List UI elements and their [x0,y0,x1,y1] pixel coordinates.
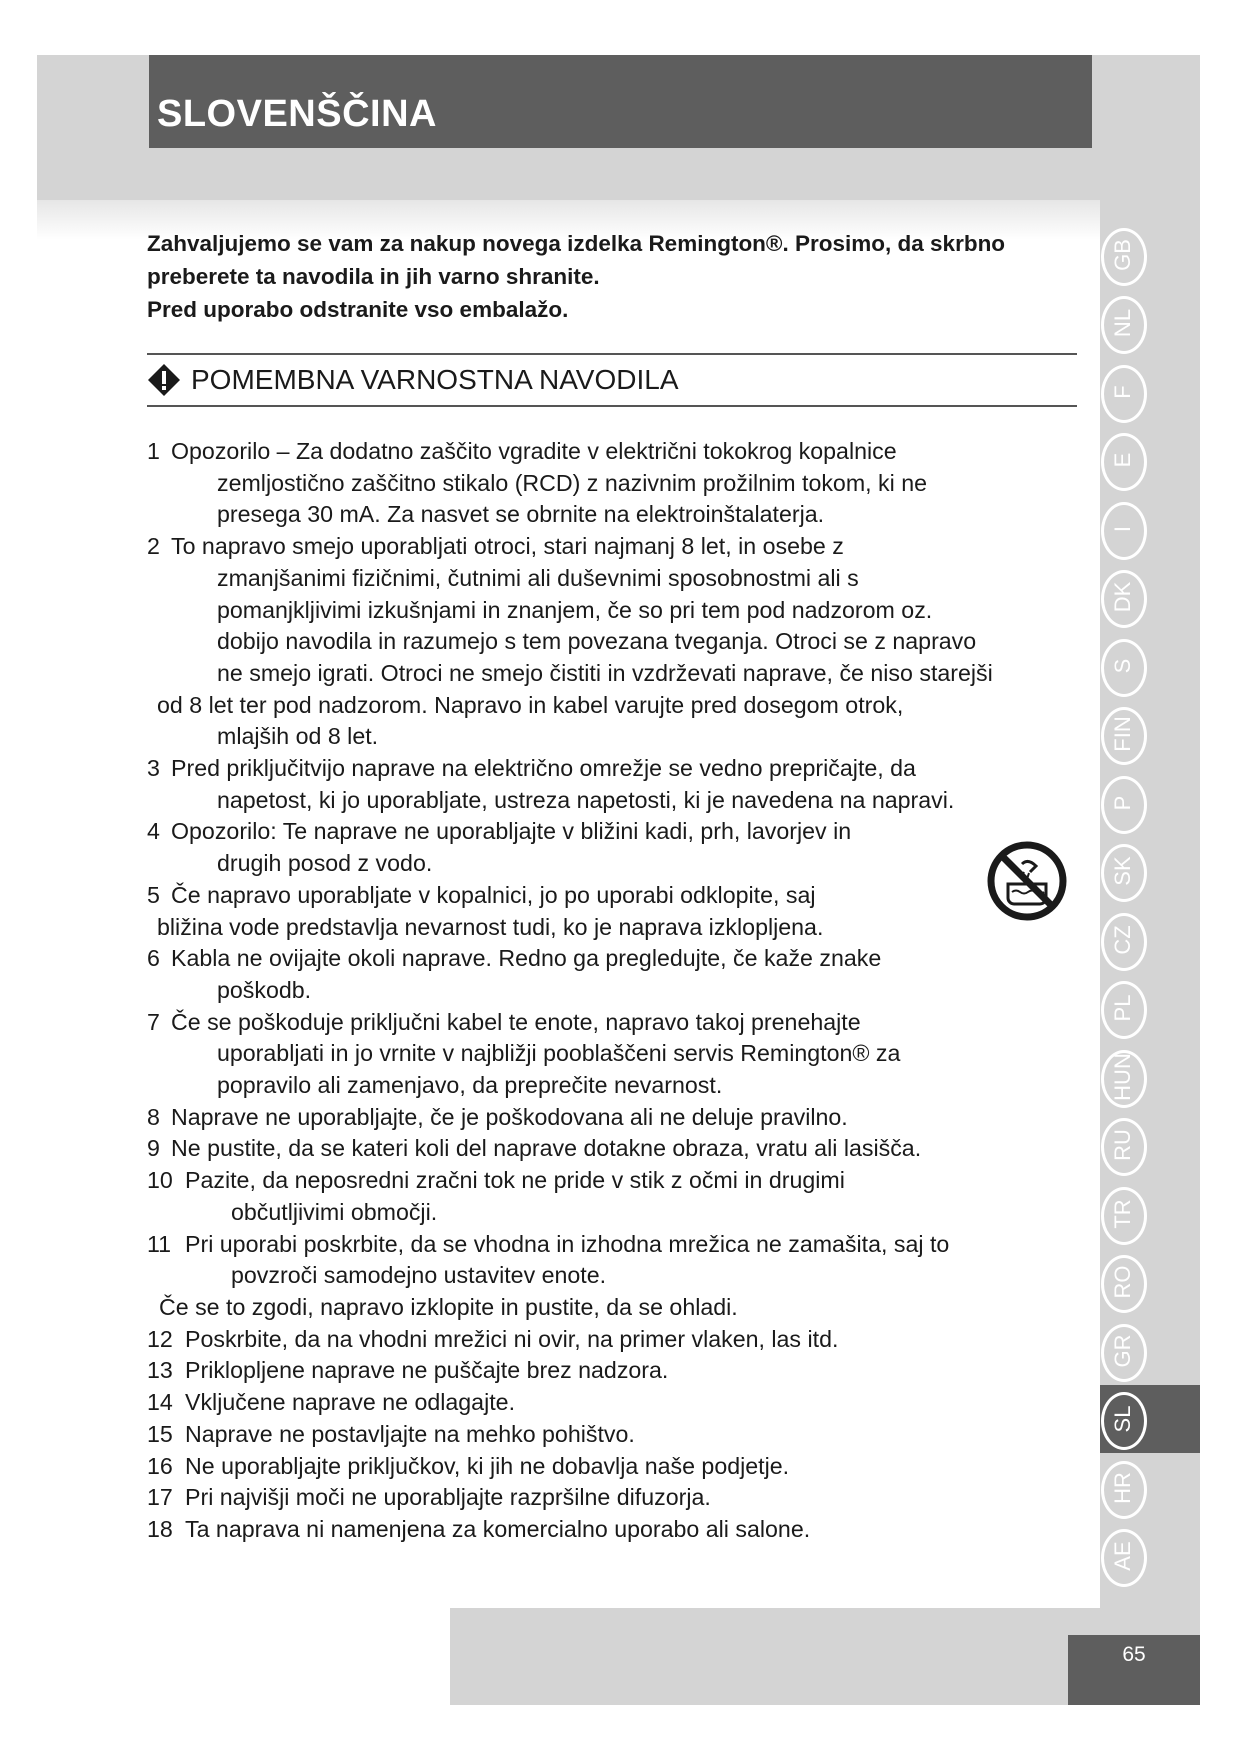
language-tab-label: S [1110,658,1135,673]
list-item-text [185,1355,1067,1387]
list-item-line: drugih posod z vodo. [217,850,433,877]
list-item-number: 3 [147,755,160,782]
list-item [147,531,1067,753]
list-item-line: Naprave ne postavljajte na mehko pohištvo. [185,1420,635,1447]
list-item-line: Poskrbite, da na vhodni mrežici ni ovir, na primer vlaken, las itd. [185,1325,839,1352]
list-item-text [171,943,1067,1006]
language-tab-s[interactable] [1100,635,1150,697]
list-item-text [185,1514,1067,1546]
language-tab-label: GR [1110,1334,1135,1367]
list-item-line: presega 30 mA. Za nasvet se obrnite na elektroinštalaterja. [217,501,825,528]
language-tab-label: TR [1110,1198,1135,1229]
section-heading [147,363,679,397]
language-tab-label: PL [1110,994,1135,1022]
list-item-text [185,1165,1067,1228]
list-item-line: pomanjkljivimi izkušnjami in znanjem, če so pri tem pod nadzorom oz. [217,596,933,623]
list-item-line: Kabla ne ovijajte okoli naprave. Redno ga pregledujte, če kaže znake [171,945,882,972]
list-item-line: dobijo navodila in razumejo s tem povezana tveganja. Otroci se z napravo [217,628,977,655]
list-item-line: Pred priključitvijo naprave na električno omrežje se vedno prepričajte, da [171,755,916,782]
list-item [147,1292,1067,1324]
list-item-line: Opozorilo: Te naprave ne uporabljajte v bližini kadi, prh, lavorjev in [171,818,852,845]
list-item [147,1387,1067,1419]
list-item-line: zmanjšanimi fizičnimi, čutnimi ali duševnimi sposobnostmi ali s [217,564,859,591]
language-tab-tr[interactable] [1100,1183,1150,1245]
list-item-number: 15 [147,1420,173,1447]
list-item-number: 6 [147,945,160,972]
list-item-line: občutljivimi območji. [231,1198,438,1225]
list-item-line: uporabljati in jo vrnite v najbližji pooblaščeni servis Remington® za [217,1040,901,1067]
list-item-number: 5 [147,881,160,908]
list-item-number: 8 [147,1103,160,1130]
warning-icon [147,363,181,397]
language-tab-label: HR [1110,1471,1135,1504]
list-item-line: Vključene naprave ne odlagajte. [185,1389,516,1416]
language-tab-p[interactable] [1100,772,1150,834]
section-rule-bottom [147,405,1077,407]
language-tab-gr[interactable] [1100,1320,1150,1382]
no-water-warning-icon [986,840,1068,922]
language-tab-label: FIN [1110,716,1135,752]
list-item-line: Če se poškoduje priključni kabel te enote, napravo takoj prenehajte [171,1008,861,1035]
list-item-line: zemljostično zaščitno stikalo (RCD) z nazivnim prožilnim tokom, ki ne [217,469,928,496]
list-item [147,436,1067,531]
list-item [147,1133,1067,1165]
language-tab-label: CZ [1110,924,1135,955]
list-item [147,1355,1067,1387]
language-tab-ae[interactable] [1100,1525,1150,1587]
language-tab-sl[interactable] [1100,1385,1200,1453]
list-item-line: Ta naprava ni namenjena za komercialno uporabo ali salone. [185,1515,811,1542]
language-tab-sk[interactable] [1100,840,1150,902]
list-item-line: Ne uporabljajte priključkov, ki jih ne dobavlja naše podjetje. [185,1452,790,1479]
list-item-line: bližina vode predstavlja nevarnost tudi, ko je naprava izklopljena. [157,913,824,940]
list-item [147,1102,1067,1134]
list-item-line: od 8 let ter pod nadzorom. Napravo in kabel varujte pred dosegom otrok, [157,691,904,718]
list-item-text [185,1387,1067,1419]
list-item-text [171,1007,1067,1102]
list-item-text [185,1419,1067,1451]
language-tab-label: E [1110,452,1135,468]
list-item-line: napetost, ki jo uporabljate, ustreza napetosti, ki je navedena na napravi. [217,786,955,813]
list-item [147,880,1067,943]
language-tab-hr[interactable] [1100,1457,1150,1519]
language-tab-i[interactable] [1100,498,1150,560]
list-item [147,1165,1067,1228]
list-item-text [171,1102,1067,1134]
intro-text [147,227,1027,326]
list-item-number: 11 [147,1230,172,1257]
list-item-line: poškodb. [217,976,312,1003]
list-item-note: Če se to zgodi, napravo izklopite in pustite, da se ohladi. [159,1293,738,1320]
list-item [147,943,1067,1006]
section-title: POMEMBNA VARNOSTNA NAVODILA [191,364,679,395]
list-item-text [171,1133,1067,1165]
list-item-number: 17 [147,1484,173,1511]
language-tab-ro[interactable] [1100,1251,1150,1313]
language-tab-dk[interactable] [1100,566,1150,628]
list-item-line: Pri najvišji moči ne uporabljajte razpršilne difuzorja. [185,1484,711,1511]
language-tab-cz[interactable] [1100,909,1150,971]
list-item-text [171,816,1067,879]
list-item-number: 18 [147,1515,173,1542]
list-item [147,816,1067,879]
language-tab-e[interactable] [1100,429,1150,491]
list-item-text [157,531,1067,753]
list-item-line: mlajših od 8 let. [217,723,379,750]
list-item-line: Pri uporabi poskrbite, da se vhodna in izhodna mrežica ne zamašita, saj to [185,1230,950,1257]
language-tab-label: DK [1110,581,1135,613]
intro-paragraph: Zahvaljujemo se vam za nakup novega izdelka Remington®. Prosimo, da skrbno preberete ta navodila in jih varno shranite. [147,231,1006,289]
list-item-line: ne smejo igrati. Otroci ne smejo čistiti in vzdrževati naprave, če niso starejši [217,659,993,686]
language-tab-gb[interactable] [1100,224,1150,286]
language-tab-nl[interactable] [1100,292,1150,354]
list-item-line: To napravo smejo uporabljati otroci, stari najmanj 8 let, in osebe z [171,533,844,560]
language-tab-label: HUN [1110,1052,1135,1101]
language-tabs [1100,55,1200,1705]
list-item-number: 1 [147,438,160,464]
list-item-number: 12 [147,1325,173,1352]
list-item-line: Naprave ne uporabljajte, če je poškodovana ali ne deluje pravilno. [171,1103,848,1130]
page-number: 65 [1122,1643,1146,1666]
list-item-number: 10 [147,1167,173,1194]
list-item [147,1514,1067,1546]
list-item-number: 4 [147,818,160,845]
language-tab-label: RU [1110,1129,1135,1161]
language-tab-label: I [1110,525,1135,532]
list-item-text [185,1482,1067,1514]
language-tab-pl[interactable] [1100,977,1150,1039]
list-item-line: Če napravo uporabljate v kopalnici, jo po uporabi odklopite, saj [171,881,816,908]
list-item-number: 14 [147,1389,173,1416]
list-item-line: Priklopljene naprave ne puščajte brez nadzora. [185,1357,669,1384]
language-tab-label: P [1110,795,1135,810]
language-tab-label: RO [1110,1265,1135,1299]
list-item-text [171,436,1067,531]
list-item-number: 16 [147,1452,173,1479]
list-item-text [185,1324,1067,1356]
list-item-line: povzroči samodejno ustavitev enote. [231,1262,607,1289]
list-item-line: Opozorilo – Za dodatno zaščito vgradite v električni tokokrog kopalnice [171,438,897,464]
list-item-line: Pazite, da neposredni zračni tok ne pride v stik z očmi in drugimi [185,1167,845,1194]
list-item-text [171,753,1067,816]
page-title: SLOVENŠČINA [157,93,437,135]
list-item-number: 7 [147,1008,160,1035]
language-tab-hun[interactable] [1100,1046,1150,1108]
safety-list [147,436,1067,1546]
list-item-text [157,880,1067,943]
language-tab-label: SK [1110,856,1135,886]
list-item [147,753,1067,816]
language-tab-fin[interactable] [1100,703,1150,765]
language-tab-label: F [1110,384,1135,399]
list-item-text [185,1229,1067,1292]
list-item-line: Ne pustite, da se kateri koli del naprave dotakne obraza, vratu ali lasišča. [171,1135,922,1162]
list-item [147,1451,1067,1483]
language-tab-f[interactable] [1100,361,1150,423]
language-tab-label: SL [1110,1405,1135,1433]
list-item [147,1482,1067,1514]
list-item [147,1324,1067,1356]
language-tab-label: AE [1110,1541,1135,1571]
language-tab-label: NL [1110,308,1135,338]
language-tab-label: GB [1110,238,1135,271]
section-rule-top [147,353,1077,355]
list-item-number: 13 [147,1357,173,1384]
footer-background [450,1608,1100,1705]
list-item [147,1007,1067,1102]
list-item-number: 9 [147,1135,160,1162]
list-item-line: popravilo ali zamenjavo, da preprečite nevarnost. [217,1072,723,1099]
language-tab-ru[interactable] [1100,1114,1150,1176]
list-item [147,1419,1067,1451]
list-item [147,1229,1067,1292]
list-item-number: 2 [147,533,160,560]
intro-paragraph: Pred uporabo odstranite vso embalažo. [147,297,569,322]
list-item-text [185,1451,1067,1483]
